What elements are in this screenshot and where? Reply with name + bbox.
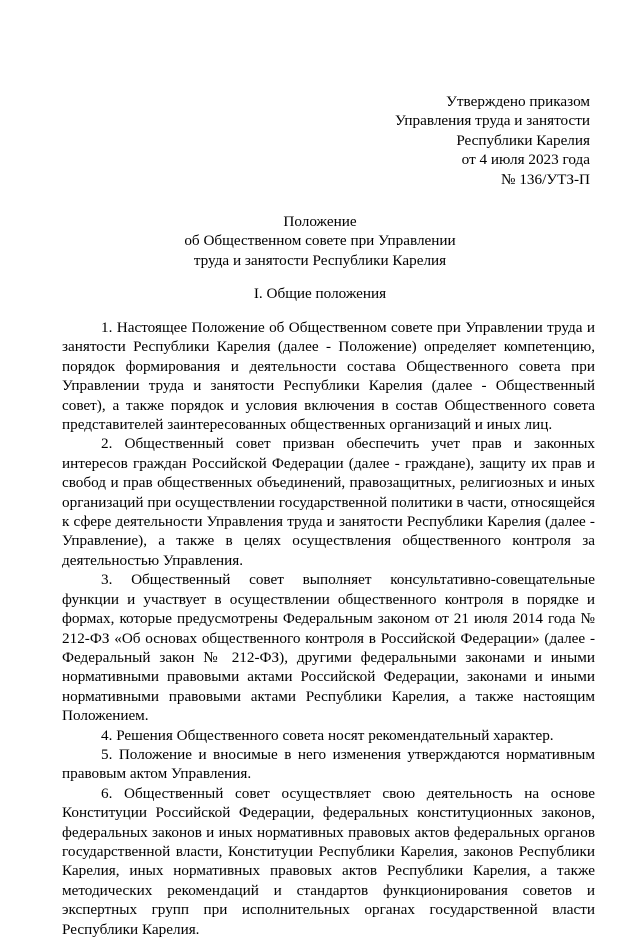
paragraph-5: 5. Положение и вносимые в него изменения утверждаются нормативным правовым актом Управления.	[62, 745, 595, 783]
title-line: труда и занятости Республики Карелия	[193, 251, 447, 269]
title-line: об Общественном совете при Управлении	[184, 232, 456, 250]
approval-date: от 4 июля 2023 года	[461, 151, 590, 169]
approval-line: Республики Карелия	[456, 131, 590, 149]
approval-number: № 136/УТЗ-П	[501, 170, 590, 188]
paragraph-4: 4. Решения Общественного совета носят рекомендательный характер.	[101, 726, 554, 744]
paragraph-2: 2. Общественный совет призван обеспечить учет прав и законных интересов граждан Российской Федерации (далее - граждане), защиту их прав и свобод и прав общественных объединений, правозащитных, религиозных и иных организаций при осуществлении государственной политики в части, относящейся к сфере деятельности Управления труда и занятости Республики Карелия (далее - Управление), а также в целях осуществления общественного контроля за деятельностью Управления.	[62, 435, 595, 569]
section-heading: I. Общие положения	[253, 285, 387, 302]
approval-stamp	[395, 92, 590, 189]
paragraph-3: 3. Общественный совет выполняет консультативно-совещательные функции и участвует в осуществлении общественного контроля в порядке и формах, которые предусмотрены Федеральным законом от 21 июля 2014 года № 212-ФЗ «Об основах общественного контроля в Российской Федерации» (далее - Федеральный закон № 212-ФЗ), другими федеральными законами и иными нормативными правовыми актами Российской Федерации, законами и иными нормативными правовыми актами Республики Карелия, а также настоящим Положением.	[62, 571, 595, 725]
document-title	[0, 212, 640, 270]
paragraph-6: 6. Общественный совет осуществляет свою деятельность на основе Конституции Российской Федерации, федеральных конституционных законов, федеральных законов и иных нормативных правовых актов федеральных органов государственной власти, Конституции Республики Карелия, законов Республики Карелия, иных нормативных правовых актов Республики Карелия, а также методических рекомендаций и стандартов функционирования советов и экспертных групп при исполнительных органах государственной власти Республики Карелия.	[62, 784, 595, 938]
approval-line: Управления труда и занятости	[394, 112, 590, 130]
approval-line: Утверждено приказом	[446, 93, 590, 110]
document-body	[62, 318, 595, 939]
paragraph-1: 1. Настоящее Положение об Общественном совете при Управлении труда и занятости Республики Карелия (далее - Положение) определяет компетенцию, порядок формирования и деятельности состава Общественного совета при Управлении труда и занятости Республики Карелия (далее - Общественный совет), а также порядок и условия включения в состав Общественного совета представителей заинтересованных общественных организаций и иных лиц.	[62, 319, 595, 434]
title-line: Положение	[283, 213, 357, 230]
